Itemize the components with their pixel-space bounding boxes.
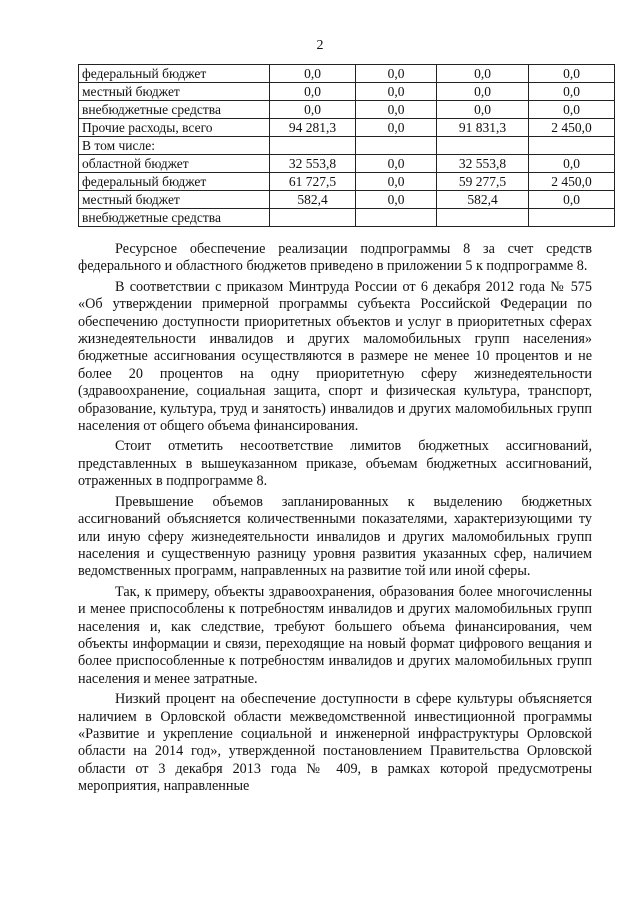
cell-value: 32 553,8 [437, 155, 529, 173]
cell-value: 91 831,3 [437, 119, 529, 137]
cell-value: 94 281,3 [270, 119, 356, 137]
cell-value: 0,0 [529, 191, 615, 209]
cell-value: 582,4 [270, 191, 356, 209]
cell-value: 0,0 [529, 101, 615, 119]
cell-value: 0,0 [437, 65, 529, 83]
row-label: федеральный бюджет [79, 65, 270, 83]
table-row [79, 83, 615, 101]
cell-value: 0,0 [270, 65, 356, 83]
cell-value [529, 137, 615, 155]
row-label: федеральный бюджет [79, 173, 270, 191]
cell-value: 0,0 [356, 155, 437, 173]
cell-value [356, 137, 437, 155]
cell-value: 0,0 [437, 101, 529, 119]
paragraph: Низкий процент на обеспечение доступности в сфере культуры объясняется наличием в Орловской области межведомственной инвестиционной программы «Развитие и укрепление социальной и инженерной инфраструктуры Орловской области на 2014 год», утвержденной постановлением Правительства Орловской области от 3 декабря 2013 года № 409, в рамках которой предусмотрены мероприятия, направленные [78, 691, 592, 795]
row-label: местный бюджет [79, 191, 270, 209]
cell-value: 2 450,0 [529, 119, 615, 137]
cell-value: 0,0 [529, 65, 615, 83]
cell-value: 0,0 [356, 173, 437, 191]
cell-value [437, 209, 529, 227]
cell-value: 0,0 [356, 101, 437, 119]
cell-value: 0,0 [529, 83, 615, 101]
paragraph: Ресурсное обеспечение реализации подпрограммы 8 за счет средств федерального и областного бюджетов приведено в приложении 5 к подпрограмме 8. [78, 241, 592, 275]
row-label: внебюджетные средства [79, 209, 270, 227]
cell-value: 32 553,8 [270, 155, 356, 173]
paragraph: В соответствии с приказом Минтруда России от 6 декабря 2012 года № 575 «Об утверждении примерной программы субъекта Российской Федерации по обеспечению доступности приоритетных объектов и услуг в приоритетных сферах жизнедеятельности инвалидов и других маломобильных групп населения» бюджетные ассигнования осуществляются в размере не менее 10 процентов и не более 20 процентов на одну приоритетную сферу жизнедеятельности (здравоохранение, социальная защита, спорт и физическая культура, транспорт, образование, культура, труд и занятость) инвалидов и других маломобильных групп населения от общего объема финансирования. [78, 278, 592, 435]
cell-value: 0,0 [356, 119, 437, 137]
cell-value: 61 727,5 [270, 173, 356, 191]
cell-value: 0,0 [356, 83, 437, 101]
row-label: Прочие расходы, всего [79, 119, 270, 137]
cell-value: 0,0 [529, 155, 615, 173]
cell-value [529, 209, 615, 227]
cell-value: 59 277,5 [437, 173, 529, 191]
table-row [79, 65, 615, 83]
page-number: 2 [316, 38, 324, 53]
row-label: В том числе: [79, 137, 270, 155]
budget-table [78, 64, 615, 227]
paragraph: Так, к примеру, объекты здравоохранения, образования более многочисленны и менее приспособлены к потребностям инвалидов и других маломобильных групп населения и, как следствие, требуют большего объема финансирования, чем объекты информации и связи, переходящие на новый формат цифрового вещания и более приспособленные к потребностям инвалидов и других маломобильных групп населения и менее затратные. [78, 583, 592, 687]
paragraph: Превышение объемов запланированных к выделению бюджетных ассигнований объясняется количественными показателями, характеризующими ту или иную сферу жизнедеятельности инвалидов и других маломобильных групп населения и существенную разницу уровня развития указанных сфер, наличием ведомственных программ, направленных на развитие той или иной сферы. [78, 493, 592, 580]
table-row [79, 155, 615, 173]
paragraph: Стоит отметить несоответствие лимитов бюджетных ассигнований, представленных в вышеуказанном приказе, объемам бюджетных ассигнований, отраженных в подпрограмме 8. [78, 438, 592, 490]
cell-value [356, 209, 437, 227]
cell-value [270, 137, 356, 155]
table-row [79, 173, 615, 191]
table-row [79, 101, 615, 119]
cell-value: 2 450,0 [529, 173, 615, 191]
cell-value: 0,0 [270, 101, 356, 119]
table-row [79, 119, 615, 137]
table-row [79, 191, 615, 209]
table-row [79, 209, 615, 227]
cell-value: 582,4 [437, 191, 529, 209]
cell-value: 0,0 [356, 191, 437, 209]
cell-value: 0,0 [437, 83, 529, 101]
cell-value: 0,0 [270, 83, 356, 101]
cell-value [270, 209, 356, 227]
row-label: областной бюджет [79, 155, 270, 173]
cell-value: 0,0 [356, 65, 437, 83]
row-label: местный бюджет [79, 83, 270, 101]
body-text [78, 241, 592, 799]
table-row [79, 137, 615, 155]
cell-value [437, 137, 529, 155]
row-label: внебюджетные средства [79, 101, 270, 119]
